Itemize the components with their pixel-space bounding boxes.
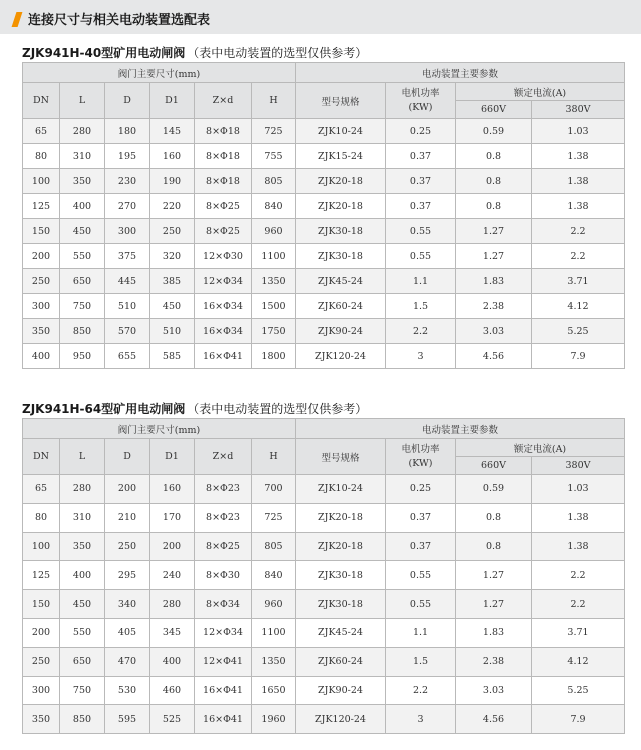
col-dn: DN — [23, 439, 60, 475]
cell-d1: 385 — [150, 269, 195, 294]
cell-zd: 8×Φ30 — [195, 561, 252, 590]
cell-model: ZJK15-24 — [296, 144, 386, 169]
cell-l: 310 — [60, 503, 105, 532]
col-380v: 380V — [532, 457, 625, 475]
table-row — [23, 294, 625, 319]
cell-d: 230 — [105, 169, 150, 194]
cell-d1: 250 — [150, 219, 195, 244]
cell-l: 400 — [60, 194, 105, 219]
col-power — [386, 439, 456, 475]
cell-d: 200 — [105, 475, 150, 504]
cell-current-660v: 1.83 — [456, 269, 532, 294]
cell-d: 530 — [105, 676, 150, 705]
table-row — [23, 618, 625, 647]
cell-zd: 8×Φ18 — [195, 144, 252, 169]
table-row — [23, 647, 625, 676]
cell-dn: 300 — [23, 294, 60, 319]
table-row — [23, 503, 625, 532]
cell-h: 1350 — [252, 647, 296, 676]
cell-power: 0.55 — [386, 244, 456, 269]
cell-power: 1.5 — [386, 294, 456, 319]
cell-h: 960 — [252, 590, 296, 619]
cell-current-660v: 0.59 — [456, 119, 532, 144]
cell-d1: 240 — [150, 561, 195, 590]
table-row — [23, 219, 625, 244]
table-row — [23, 319, 625, 344]
cell-current-660v: 4.56 — [456, 344, 532, 369]
cell-d1: 450 — [150, 294, 195, 319]
cell-l: 280 — [60, 119, 105, 144]
cell-current-380v: 7.9 — [532, 705, 625, 734]
cell-model: ZJK20-18 — [296, 169, 386, 194]
cell-model: ZJK20-18 — [296, 532, 386, 561]
cell-current-660v: 0.8 — [456, 503, 532, 532]
cell-current-660v: 0.8 — [456, 144, 532, 169]
col-model: 型号规格 — [296, 439, 386, 475]
cell-current-380v: 2.2 — [532, 561, 625, 590]
cell-current-380v: 4.12 — [532, 647, 625, 676]
col-zd: Z×d — [195, 83, 252, 119]
cell-dn: 300 — [23, 676, 60, 705]
cell-zd: 16×Φ41 — [195, 676, 252, 705]
cell-current-380v: 2.2 — [532, 219, 625, 244]
cell-zd: 12×Φ30 — [195, 244, 252, 269]
cell-dn: 80 — [23, 503, 60, 532]
cell-h: 725 — [252, 119, 296, 144]
cell-current-660v: 0.8 — [456, 194, 532, 219]
table-row — [23, 144, 625, 169]
cell-zd: 16×Φ41 — [195, 705, 252, 734]
cell-current-380v: 2.2 — [532, 244, 625, 269]
cell-current-380v: 1.03 — [532, 475, 625, 504]
col-l: L — [60, 83, 105, 119]
section-title-64 — [22, 400, 367, 417]
col-power-unit: (KW) — [408, 101, 433, 113]
cell-current-380v: 1.38 — [532, 169, 625, 194]
cell-d: 295 — [105, 561, 150, 590]
cell-zd: 8×Φ34 — [195, 590, 252, 619]
valve-dimensions-header: 阀门主要尺寸(mm) — [23, 419, 296, 439]
cell-d: 270 — [105, 194, 150, 219]
cell-model: ZJK30-18 — [296, 590, 386, 619]
table-row — [23, 169, 625, 194]
table-row — [23, 676, 625, 705]
orange-accent-mark — [12, 12, 23, 27]
cell-power: 1.5 — [386, 647, 456, 676]
page-header — [0, 0, 641, 34]
cell-model: ZJK30-18 — [296, 244, 386, 269]
cell-power: 1.1 — [386, 618, 456, 647]
cell-zd: 12×Φ41 — [195, 647, 252, 676]
cell-h: 1750 — [252, 319, 296, 344]
col-power-unit: (KW) — [408, 457, 433, 469]
cell-model: ZJK20-18 — [296, 503, 386, 532]
col-zd: Z×d — [195, 439, 252, 475]
cell-dn: 65 — [23, 475, 60, 504]
cell-current-380v: 1.38 — [532, 194, 625, 219]
spec-table-64 — [22, 418, 625, 734]
cell-l: 950 — [60, 344, 105, 369]
table-row — [23, 269, 625, 294]
cell-current-660v: 0.8 — [456, 169, 532, 194]
cell-d: 445 — [105, 269, 150, 294]
col-660v: 660V — [456, 101, 532, 119]
cell-model: ZJK120-24 — [296, 705, 386, 734]
cell-current-380v: 3.71 — [532, 269, 625, 294]
cell-model: ZJK10-24 — [296, 119, 386, 144]
col-current: 额定电流(A) — [456, 83, 625, 101]
cell-h: 1100 — [252, 244, 296, 269]
cell-h: 1800 — [252, 344, 296, 369]
cell-d: 250 — [105, 532, 150, 561]
cell-zd: 16×Φ34 — [195, 319, 252, 344]
cell-h: 840 — [252, 194, 296, 219]
cell-power: 0.55 — [386, 561, 456, 590]
cell-dn: 65 — [23, 119, 60, 144]
cell-zd: 8×Φ18 — [195, 119, 252, 144]
cell-current-660v: 4.56 — [456, 705, 532, 734]
cell-l: 450 — [60, 590, 105, 619]
col-current: 额定电流(A) — [456, 439, 625, 457]
cell-l: 310 — [60, 144, 105, 169]
cell-l: 650 — [60, 269, 105, 294]
cell-zd: 8×Φ25 — [195, 219, 252, 244]
cell-h: 1960 — [252, 705, 296, 734]
cell-l: 650 — [60, 647, 105, 676]
cell-current-660v: 1.83 — [456, 618, 532, 647]
cell-power: 0.37 — [386, 144, 456, 169]
table-row — [23, 344, 625, 369]
cell-d1: 400 — [150, 647, 195, 676]
drive-params-header: 电动装置主要参数 — [296, 419, 625, 439]
table-row — [23, 119, 625, 144]
cell-h: 840 — [252, 561, 296, 590]
cell-dn: 100 — [23, 169, 60, 194]
cell-d1: 345 — [150, 618, 195, 647]
cell-power: 0.37 — [386, 169, 456, 194]
cell-l: 400 — [60, 561, 105, 590]
cell-current-660v: 1.27 — [456, 244, 532, 269]
cell-current-380v: 1.03 — [532, 119, 625, 144]
section-title-40 — [22, 44, 367, 61]
cell-power: 0.25 — [386, 119, 456, 144]
cell-model: ZJK90-24 — [296, 676, 386, 705]
table-row — [23, 590, 625, 619]
cell-zd: 8×Φ25 — [195, 532, 252, 561]
cell-zd: 12×Φ34 — [195, 618, 252, 647]
cell-power: 0.37 — [386, 194, 456, 219]
cell-l: 350 — [60, 532, 105, 561]
cell-d1: 320 — [150, 244, 195, 269]
col-380v: 380V — [532, 101, 625, 119]
cell-zd: 12×Φ34 — [195, 269, 252, 294]
cell-power: 3 — [386, 705, 456, 734]
cell-dn: 125 — [23, 194, 60, 219]
cell-dn: 150 — [23, 590, 60, 619]
cell-zd: 16×Φ41 — [195, 344, 252, 369]
col-power-label: 电机功率 — [401, 87, 440, 99]
cell-current-380v: 1.38 — [532, 532, 625, 561]
col-model: 型号规格 — [296, 83, 386, 119]
cell-l: 280 — [60, 475, 105, 504]
cell-l: 750 — [60, 676, 105, 705]
cell-h: 805 — [252, 532, 296, 561]
cell-zd: 16×Φ34 — [195, 294, 252, 319]
cell-zd: 8×Φ23 — [195, 503, 252, 532]
cell-l: 450 — [60, 219, 105, 244]
cell-power: 0.55 — [386, 219, 456, 244]
cell-d1: 510 — [150, 319, 195, 344]
cell-current-660v: 2.38 — [456, 647, 532, 676]
cell-d: 470 — [105, 647, 150, 676]
section-title-40-note: （表中电动装置的选型仅供参考） — [187, 46, 368, 60]
cell-d1: 145 — [150, 119, 195, 144]
cell-h: 1350 — [252, 269, 296, 294]
cell-power: 1.1 — [386, 269, 456, 294]
cell-dn: 250 — [23, 647, 60, 676]
cell-current-380v: 3.71 — [532, 618, 625, 647]
cell-h: 725 — [252, 503, 296, 532]
cell-power: 0.25 — [386, 475, 456, 504]
cell-l: 850 — [60, 705, 105, 734]
section-title-40-name: ZJK941H-40型矿用电动闸阀 — [22, 46, 186, 60]
cell-dn: 350 — [23, 319, 60, 344]
cell-h: 1100 — [252, 618, 296, 647]
cell-current-660v: 2.38 — [456, 294, 532, 319]
cell-dn: 400 — [23, 344, 60, 369]
section-title-64-name: ZJK941H-64型矿用电动闸阀 — [22, 402, 186, 416]
cell-current-660v: 0.59 — [456, 475, 532, 504]
cell-model: ZJK45-24 — [296, 269, 386, 294]
col-d: D — [105, 439, 150, 475]
cell-current-380v: 5.25 — [532, 319, 625, 344]
col-h: H — [252, 83, 296, 119]
cell-d: 570 — [105, 319, 150, 344]
cell-zd: 8×Φ25 — [195, 194, 252, 219]
table-row — [23, 475, 625, 504]
cell-d1: 170 — [150, 503, 195, 532]
cell-h: 1500 — [252, 294, 296, 319]
cell-d: 375 — [105, 244, 150, 269]
valve-dimensions-header: 阀门主要尺寸(mm) — [23, 63, 296, 83]
cell-dn: 200 — [23, 618, 60, 647]
cell-d1: 585 — [150, 344, 195, 369]
cell-h: 960 — [252, 219, 296, 244]
cell-model: ZJK30-18 — [296, 561, 386, 590]
col-dn: DN — [23, 83, 60, 119]
spec-table-40 — [22, 62, 625, 369]
cell-dn: 350 — [23, 705, 60, 734]
cell-model: ZJK60-24 — [296, 647, 386, 676]
cell-dn: 250 — [23, 269, 60, 294]
cell-l: 350 — [60, 169, 105, 194]
cell-model: ZJK90-24 — [296, 319, 386, 344]
cell-model: ZJK10-24 — [296, 475, 386, 504]
cell-d1: 160 — [150, 475, 195, 504]
cell-dn: 150 — [23, 219, 60, 244]
cell-d1: 160 — [150, 144, 195, 169]
col-l: L — [60, 439, 105, 475]
cell-current-660v: 1.27 — [456, 590, 532, 619]
cell-d1: 460 — [150, 676, 195, 705]
cell-l: 750 — [60, 294, 105, 319]
table-row — [23, 194, 625, 219]
cell-l: 550 — [60, 618, 105, 647]
cell-current-380v: 7.9 — [532, 344, 625, 369]
cell-dn: 100 — [23, 532, 60, 561]
cell-d: 340 — [105, 590, 150, 619]
cell-current-660v: 0.8 — [456, 532, 532, 561]
cell-current-660v: 3.03 — [456, 319, 532, 344]
cell-power: 3 — [386, 344, 456, 369]
section-title-64-note: （表中电动装置的选型仅供参考） — [187, 402, 368, 416]
cell-zd: 8×Φ18 — [195, 169, 252, 194]
cell-current-380v: 1.38 — [532, 503, 625, 532]
table-row — [23, 244, 625, 269]
cell-power: 2.2 — [386, 319, 456, 344]
cell-d: 210 — [105, 503, 150, 532]
cell-current-660v: 1.27 — [456, 219, 532, 244]
col-660v: 660V — [456, 457, 532, 475]
cell-l: 550 — [60, 244, 105, 269]
cell-h: 755 — [252, 144, 296, 169]
cell-model: ZJK30-18 — [296, 219, 386, 244]
page-title: 连接尺寸与相关电动装置选配表 — [28, 13, 211, 28]
table-row — [23, 532, 625, 561]
cell-h: 700 — [252, 475, 296, 504]
cell-current-380v: 1.38 — [532, 144, 625, 169]
cell-power: 0.55 — [386, 590, 456, 619]
cell-d: 510 — [105, 294, 150, 319]
cell-d: 180 — [105, 119, 150, 144]
cell-current-660v: 3.03 — [456, 676, 532, 705]
cell-dn: 125 — [23, 561, 60, 590]
table-row — [23, 561, 625, 590]
cell-d1: 200 — [150, 532, 195, 561]
col-d1: D1 — [150, 83, 195, 119]
cell-d: 405 — [105, 618, 150, 647]
cell-h: 805 — [252, 169, 296, 194]
cell-current-380v: 4.12 — [532, 294, 625, 319]
cell-power: 2.2 — [386, 676, 456, 705]
cell-power: 0.37 — [386, 503, 456, 532]
cell-dn: 80 — [23, 144, 60, 169]
cell-d1: 190 — [150, 169, 195, 194]
drive-params-header: 电动装置主要参数 — [296, 63, 625, 83]
cell-model: ZJK20-18 — [296, 194, 386, 219]
table-row — [23, 705, 625, 734]
col-power-label: 电机功率 — [401, 443, 440, 455]
cell-model: ZJK120-24 — [296, 344, 386, 369]
cell-d1: 280 — [150, 590, 195, 619]
cell-d: 655 — [105, 344, 150, 369]
col-power — [386, 83, 456, 119]
cell-zd: 8×Φ23 — [195, 475, 252, 504]
cell-d1: 525 — [150, 705, 195, 734]
cell-d1: 220 — [150, 194, 195, 219]
cell-model: ZJK45-24 — [296, 618, 386, 647]
col-d1: D1 — [150, 439, 195, 475]
cell-d: 300 — [105, 219, 150, 244]
cell-l: 850 — [60, 319, 105, 344]
cell-model: ZJK60-24 — [296, 294, 386, 319]
cell-current-380v: 2.2 — [532, 590, 625, 619]
cell-current-660v: 1.27 — [456, 561, 532, 590]
cell-d: 195 — [105, 144, 150, 169]
col-d: D — [105, 83, 150, 119]
cell-d: 595 — [105, 705, 150, 734]
cell-power: 0.37 — [386, 532, 456, 561]
cell-current-380v: 5.25 — [532, 676, 625, 705]
col-h: H — [252, 439, 296, 475]
cell-dn: 200 — [23, 244, 60, 269]
cell-h: 1650 — [252, 676, 296, 705]
